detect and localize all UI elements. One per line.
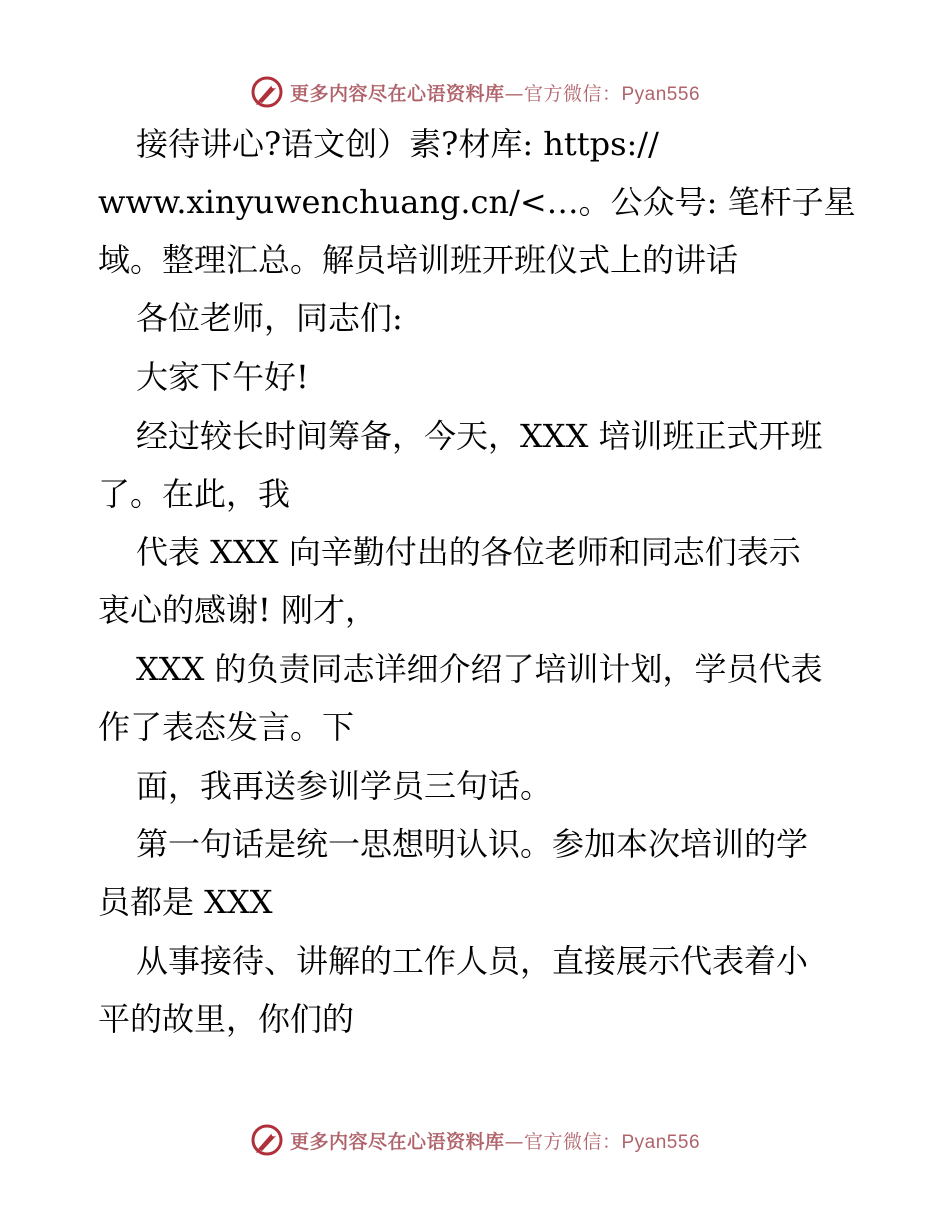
text-line: 代表 XXX 向辛勤付出的各位老师和同志们表示 xyxy=(136,533,801,571)
text-line: 大家下午好! xyxy=(136,358,309,396)
text-line: 第一句话是统一思想明认识。参加本次培训的学 xyxy=(136,825,809,863)
text-line: XXX 的负责同志详细介绍了培训计划，学员代表 xyxy=(136,650,823,688)
text-line: www.xinyuwenchuang.cn/<…。公众号: 笔杆子星 xyxy=(98,183,856,221)
footer-banner-inner xyxy=(250,1123,700,1157)
header-banner xyxy=(0,72,950,112)
text-line: 接待讲心?语文创）素?材库: https:// xyxy=(136,125,659,163)
pen-logo-icon xyxy=(250,1123,284,1157)
footer-banner-separator: — xyxy=(504,1130,524,1153)
text-line: 了。在此，我 xyxy=(98,475,291,513)
text-line: 域。整理汇总。解员培训班开班仪式上的讲话 xyxy=(98,241,739,279)
footer-banner-label: 官方微信： xyxy=(523,1130,622,1153)
pen-logo-icon xyxy=(250,75,284,109)
text-line: 员都是 XXX xyxy=(98,883,273,921)
text-line: 经过较长时间筹备，今天，XXX 培训班正式开班 xyxy=(136,417,823,455)
header-banner-separator: — xyxy=(504,82,524,105)
footer-banner-handle: Pyan556 xyxy=(621,1131,701,1153)
footer-banner-main: 更多内容尽在心语资料库 xyxy=(289,1130,505,1153)
text-line: 面，我再送参训学员三句话。 xyxy=(136,767,553,805)
header-banner-inner xyxy=(250,75,700,109)
header-banner-label: 官方微信： xyxy=(523,82,622,105)
text-line: 作了表态发言。下 xyxy=(98,708,355,746)
text-line: 衷心的感谢! 刚才， xyxy=(98,591,378,629)
header-banner-main: 更多内容尽在心语资料库 xyxy=(289,82,505,105)
footer-banner xyxy=(0,1120,950,1160)
header-banner-handle: Pyan556 xyxy=(621,83,701,105)
text-line: 平的故里，你们的 xyxy=(98,1000,355,1038)
text-line: 各位老师，同志们: xyxy=(136,299,403,337)
text-line: 从事接待、讲解的工作人员，直接展示代表着小 xyxy=(136,942,809,980)
